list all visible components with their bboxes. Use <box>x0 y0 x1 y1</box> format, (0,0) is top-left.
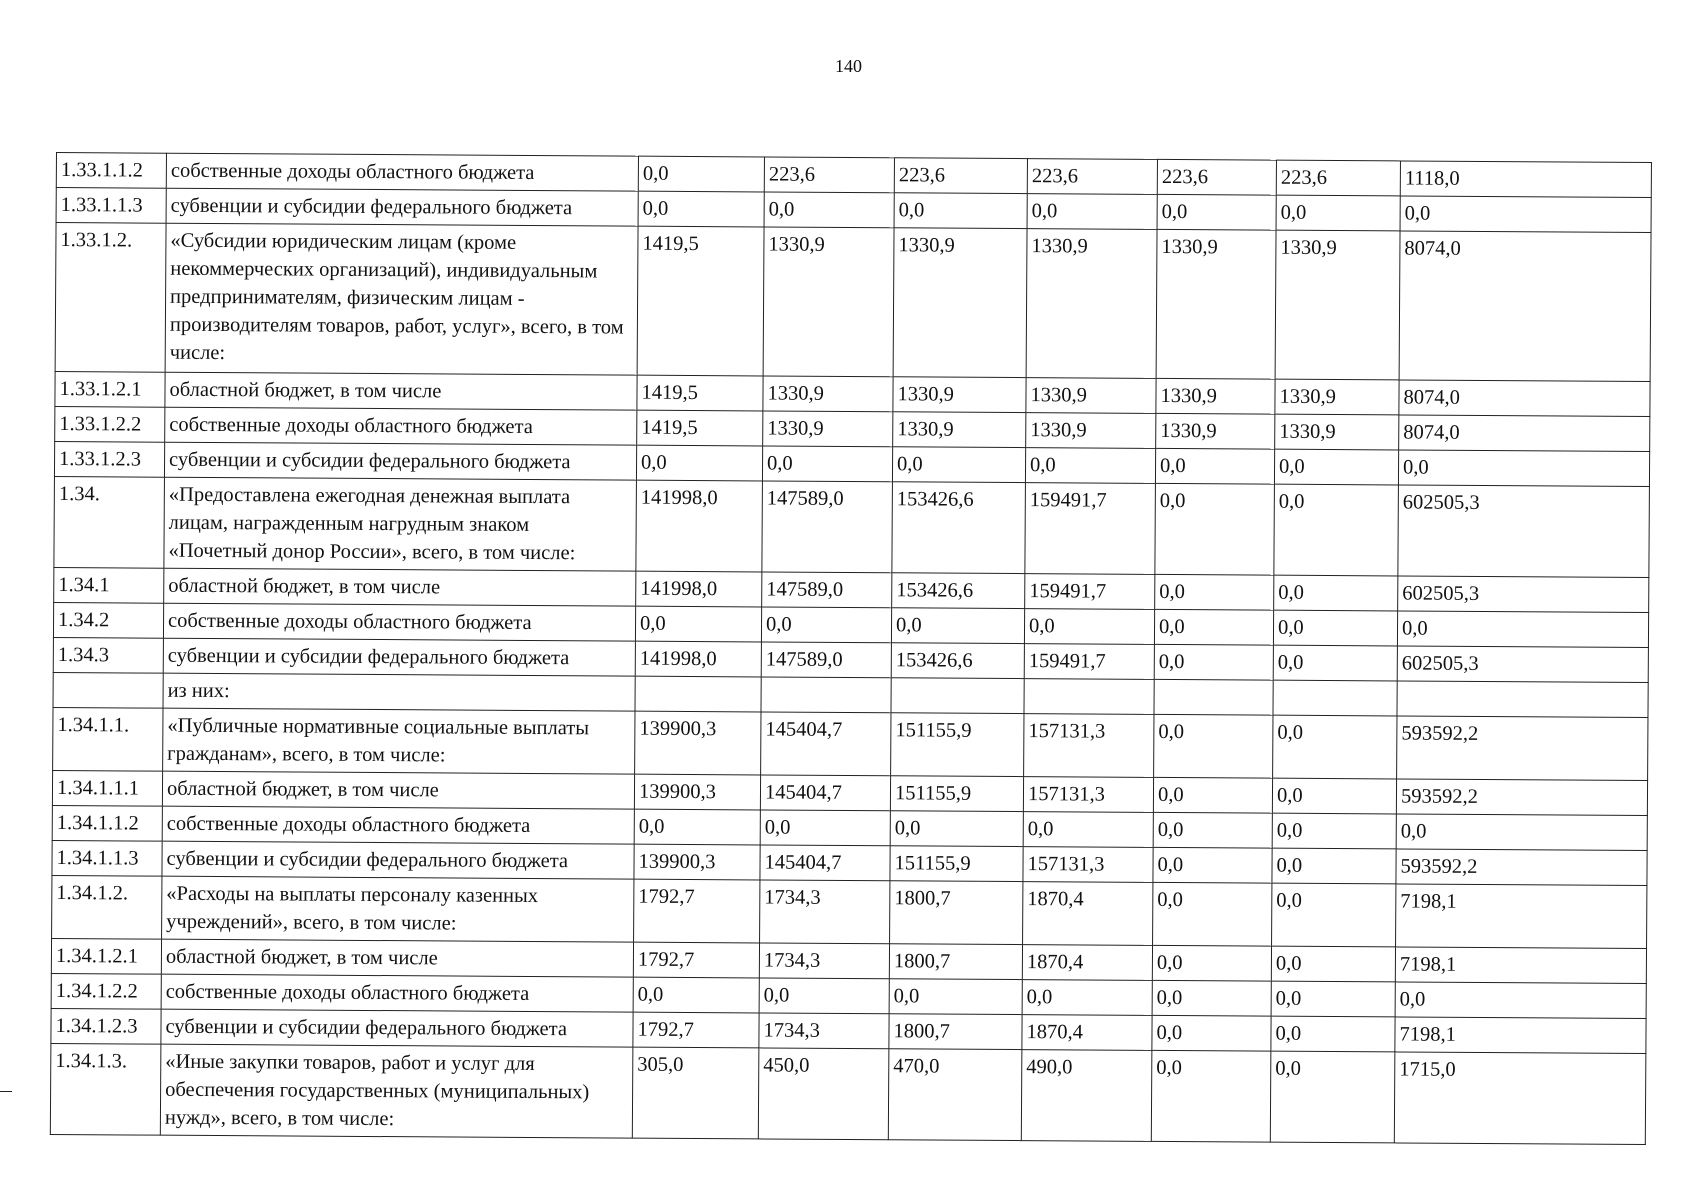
row-code-cell: 1.33.1.2. <box>55 223 166 373</box>
row-code-cell: 1.34.1.2.1 <box>51 938 161 974</box>
value-cell: 1715,0 <box>1394 1052 1646 1145</box>
value-cell: 1419,5 <box>637 226 764 376</box>
value-cell: 153426,6 <box>892 573 1025 609</box>
row-description-cell: «Иные закупки товаров, работ и услуг для обеспечения государственных (муниципальных) нужд», всего, в том числе: <box>160 1044 633 1138</box>
value-cell: 223,6 <box>764 157 894 193</box>
value-cell: 0,0 <box>1155 574 1274 610</box>
value-cell: 0,0 <box>1153 847 1272 883</box>
value-cell: 157131,3 <box>1024 714 1154 778</box>
value-cell: 1330,9 <box>1026 378 1156 414</box>
row-code-cell: 1.34.1.1.2 <box>52 805 162 841</box>
value-cell: 0,0 <box>1272 778 1396 814</box>
table-row <box>54 476 1650 577</box>
value-cell: 223,6 <box>1027 159 1157 195</box>
value-cell: 159491,7 <box>1025 483 1156 575</box>
value-cell: 0,0 <box>1270 1051 1395 1143</box>
value-cell: 0,0 <box>1397 611 1648 648</box>
value-cell <box>1273 680 1397 716</box>
value-cell: 0,0 <box>1153 882 1272 946</box>
row-description-cell: из них: <box>163 673 635 711</box>
value-cell: 0,0 <box>1153 812 1272 848</box>
row-code-cell: 1.34.2 <box>53 602 163 638</box>
value-cell: 0,0 <box>635 606 761 642</box>
value-cell: 1330,9 <box>1156 413 1275 449</box>
value-cell <box>1397 681 1648 718</box>
row-description-cell: «Расходы на выплаты персоналу казенных учреждений», всего, в том числе: <box>162 876 634 942</box>
value-cell: 141998,0 <box>636 571 762 607</box>
row-description-cell: субвенции и субсидии федерального бюджета <box>163 638 635 676</box>
value-cell: 145404,7 <box>760 775 890 811</box>
value-cell: 139900,3 <box>634 774 760 810</box>
value-cell: 7198,1 <box>1395 947 1646 984</box>
value-cell: 0,0 <box>1154 714 1273 778</box>
value-cell: 1118,0 <box>1400 161 1651 198</box>
value-cell: 0,0 <box>1027 194 1157 230</box>
value-cell: 602505,3 <box>1397 646 1648 683</box>
value-cell: 0,0 <box>891 608 1024 644</box>
value-cell: 602505,3 <box>1398 485 1650 578</box>
value-cell: 145404,7 <box>760 845 890 881</box>
value-cell: 1792,7 <box>634 879 760 943</box>
value-cell: 141998,0 <box>635 641 761 677</box>
value-cell: 1330,9 <box>893 228 1027 378</box>
value-cell: 159491,7 <box>1025 574 1155 610</box>
row-code-cell: 1.34.1.1. <box>53 707 163 771</box>
row-code-cell: 1.34.1 <box>54 567 164 603</box>
value-cell: 0,0 <box>764 192 894 228</box>
value-cell: 145404,7 <box>761 712 891 776</box>
value-cell: 0,0 <box>1152 945 1271 981</box>
value-cell <box>635 676 761 712</box>
value-cell: 1870,4 <box>1022 945 1152 981</box>
value-cell: 0,0 <box>892 447 1025 483</box>
table-row <box>55 223 1651 382</box>
value-cell: 1330,9 <box>763 227 894 377</box>
value-cell: 147589,0 <box>762 572 892 608</box>
value-cell: 153426,6 <box>892 482 1026 574</box>
value-cell: 0,0 <box>1400 196 1651 233</box>
value-cell: 0,0 <box>1271 946 1395 982</box>
margin-mark <box>0 1091 12 1092</box>
value-cell: 151155,9 <box>890 846 1023 882</box>
row-description-cell: «Субсидии юридическим лицам (кроме некоммерческих организаций), индивидуальным предпринимателям, физическим лицам - производителям товаров, работ, услуг», всего, в том числе: <box>165 223 638 375</box>
table-body <box>50 153 1651 1145</box>
value-cell: 0,0 <box>1023 812 1153 848</box>
value-cell: 1800,7 <box>889 1014 1022 1050</box>
value-cell: 0,0 <box>638 191 764 227</box>
value-cell: 0,0 <box>1155 448 1274 484</box>
value-cell: 1800,7 <box>890 881 1023 945</box>
value-cell: 0,0 <box>761 607 891 643</box>
value-cell: 151155,9 <box>890 776 1023 812</box>
value-cell: 7198,1 <box>1396 884 1647 949</box>
row-description-cell: областной бюджет, в том числе <box>161 939 633 977</box>
value-cell: 0,0 <box>634 809 760 845</box>
value-cell: 157131,3 <box>1023 847 1153 883</box>
value-cell: 0,0 <box>760 810 890 846</box>
value-cell: 151155,9 <box>891 713 1024 777</box>
row-code-cell: 1.33.1.2.2 <box>55 406 165 442</box>
row-description-cell: «Предоставлена ежегодная денежная выплата лицам, награжденным нагрудным знаком «Почетный донор России», всего, в том числе: <box>164 477 637 571</box>
row-code-cell: 1.34.1.2.3 <box>51 1008 161 1044</box>
value-cell: 490,0 <box>1021 1050 1152 1142</box>
row-description-cell: субвенции и субсидии федерального бюджета <box>164 442 636 480</box>
value-cell: 153426,6 <box>891 643 1024 679</box>
value-cell: 139900,3 <box>635 711 761 775</box>
table-row <box>52 875 1647 948</box>
value-cell: 0,0 <box>1396 814 1647 851</box>
value-cell: 1734,3 <box>760 880 890 944</box>
value-cell: 1734,3 <box>759 1013 889 1049</box>
value-cell: 0,0 <box>1395 982 1646 1019</box>
value-cell: 1792,7 <box>633 942 759 978</box>
row-description-cell: субвенции и субсидии федерального бюджета <box>162 841 634 879</box>
page-number: 140 <box>835 56 862 76</box>
value-cell: 0,0 <box>1273 610 1397 646</box>
value-cell: 8074,0 <box>1399 231 1651 382</box>
row-code-cell <box>53 672 163 708</box>
value-cell: 1330,9 <box>1275 230 1400 380</box>
row-code-cell: 1.34.1.3. <box>50 1043 161 1135</box>
value-cell: 0,0 <box>762 446 892 482</box>
value-cell: 1870,4 <box>1022 1015 1152 1051</box>
row-description-cell: областной бюджет, в том числе <box>164 568 636 606</box>
value-cell: 0,0 <box>1274 484 1399 576</box>
value-cell: 0,0 <box>1274 449 1398 485</box>
value-cell: 593592,2 <box>1396 849 1647 886</box>
value-cell: 157131,3 <box>1023 777 1153 813</box>
value-cell: 1330,9 <box>1156 378 1275 414</box>
value-cell: 139900,3 <box>634 844 760 880</box>
value-cell: 1419,5 <box>637 375 763 411</box>
value-cell: 1330,9 <box>893 377 1026 413</box>
value-cell: 1419,5 <box>637 410 763 446</box>
value-cell: 1792,7 <box>633 1012 759 1048</box>
value-cell: 0,0 <box>1022 980 1152 1016</box>
row-code-cell: 1.34.1.2.2 <box>51 973 161 1009</box>
value-cell: 1330,9 <box>1026 413 1156 449</box>
table-row <box>50 1043 1646 1144</box>
value-cell: 0,0 <box>633 977 759 1013</box>
value-cell: 0,0 <box>1272 848 1396 884</box>
value-cell: 450,0 <box>758 1048 889 1140</box>
row-description-cell: субвенции и субсидии федерального бюджета <box>161 1009 633 1047</box>
value-cell: 0,0 <box>638 156 764 192</box>
value-cell: 141998,0 <box>636 480 763 572</box>
value-cell: 0,0 <box>759 978 889 1014</box>
row-description-cell: собственные доходы областного бюджета <box>165 407 637 445</box>
value-cell: 0,0 <box>1273 645 1397 681</box>
value-cell: 0,0 <box>1271 981 1395 1017</box>
row-code-cell: 1.34.1.1.3 <box>52 840 162 876</box>
value-cell: 147589,0 <box>761 642 891 678</box>
value-cell <box>891 678 1024 714</box>
value-cell: 1870,4 <box>1023 882 1153 946</box>
value-cell: 305,0 <box>632 1047 759 1139</box>
row-description-cell: субвенции и субсидии федерального бюджета <box>166 188 638 226</box>
value-cell: 0,0 <box>894 193 1027 229</box>
value-cell: 7198,1 <box>1395 1017 1646 1054</box>
value-cell: 0,0 <box>889 979 1022 1015</box>
value-cell: 0,0 <box>1151 1050 1271 1142</box>
value-cell: 0,0 <box>1155 483 1275 575</box>
value-cell: 0,0 <box>1272 813 1396 849</box>
row-description-cell: собственные доходы областного бюджета <box>166 153 638 191</box>
row-code-cell: 1.33.1.2.3 <box>54 441 164 477</box>
value-cell: 1330,9 <box>893 412 1026 448</box>
row-description-cell: областной бюджет, в том числе <box>162 771 634 809</box>
value-cell: 1330,9 <box>1156 229 1276 379</box>
row-code-cell: 1.34. <box>54 476 165 568</box>
value-cell: 602505,3 <box>1398 576 1649 613</box>
value-cell: 0,0 <box>1157 194 1276 230</box>
value-cell: 223,6 <box>1276 160 1400 196</box>
row-code-cell: 1.33.1.1.2 <box>56 153 166 189</box>
row-code-cell: 1.34.1.1.1 <box>52 770 162 806</box>
value-cell: 0,0 <box>1398 450 1649 487</box>
value-cell: 0,0 <box>1274 575 1398 611</box>
value-cell: 1734,3 <box>759 943 889 979</box>
value-cell: 0,0 <box>1276 195 1400 231</box>
value-cell: 0,0 <box>1273 715 1397 779</box>
row-description-cell: «Публичные нормативные социальные выплаты гражданам», всего, в том числе: <box>163 708 635 774</box>
row-description-cell: собственные доходы областного бюджета <box>163 603 635 641</box>
value-cell: 1330,9 <box>1026 229 1157 379</box>
value-cell <box>761 677 891 713</box>
row-description-cell: собственные доходы областного бюджета <box>162 806 634 844</box>
value-cell: 223,6 <box>894 158 1027 194</box>
value-cell: 0,0 <box>1154 644 1273 680</box>
value-cell: 0,0 <box>1152 980 1271 1016</box>
value-cell: 0,0 <box>890 811 1023 847</box>
value-cell: 593592,2 <box>1397 716 1648 781</box>
value-cell: 0,0 <box>1271 1016 1395 1052</box>
budget-table <box>50 152 1652 1145</box>
row-description-cell: областной бюджет, в том числе <box>165 372 637 410</box>
table-row <box>53 707 1648 780</box>
value-cell: 0,0 <box>1025 448 1155 484</box>
row-code-cell: 1.33.1.1.3 <box>56 188 166 224</box>
value-cell: 1330,9 <box>1275 414 1399 450</box>
row-code-cell: 1.34.3 <box>53 637 163 673</box>
value-cell: 593592,2 <box>1396 779 1647 816</box>
row-description-cell: собственные доходы областного бюджета <box>161 974 633 1012</box>
value-cell <box>1154 679 1273 715</box>
value-cell: 0,0 <box>1153 777 1272 813</box>
value-cell: 1330,9 <box>763 376 893 412</box>
value-cell: 1330,9 <box>763 411 893 447</box>
value-cell: 0,0 <box>1154 609 1273 645</box>
value-cell: 147589,0 <box>762 481 893 573</box>
value-cell: 159491,7 <box>1024 644 1154 680</box>
budget-table-container <box>50 152 1651 1145</box>
value-cell <box>1024 679 1154 715</box>
value-cell: 0,0 <box>1152 1015 1271 1051</box>
value-cell: 1800,7 <box>889 944 1022 980</box>
value-cell: 470,0 <box>888 1049 1022 1141</box>
value-cell: 1330,9 <box>1275 379 1399 415</box>
value-cell: 0,0 <box>1272 883 1396 947</box>
value-cell: 0,0 <box>636 445 762 481</box>
value-cell: 8074,0 <box>1399 415 1650 452</box>
row-code-cell: 1.33.1.2.1 <box>55 371 165 407</box>
value-cell: 8074,0 <box>1399 380 1650 417</box>
row-code-cell: 1.34.1.2. <box>52 875 162 939</box>
value-cell: 0,0 <box>1024 609 1154 645</box>
value-cell: 223,6 <box>1157 159 1276 195</box>
